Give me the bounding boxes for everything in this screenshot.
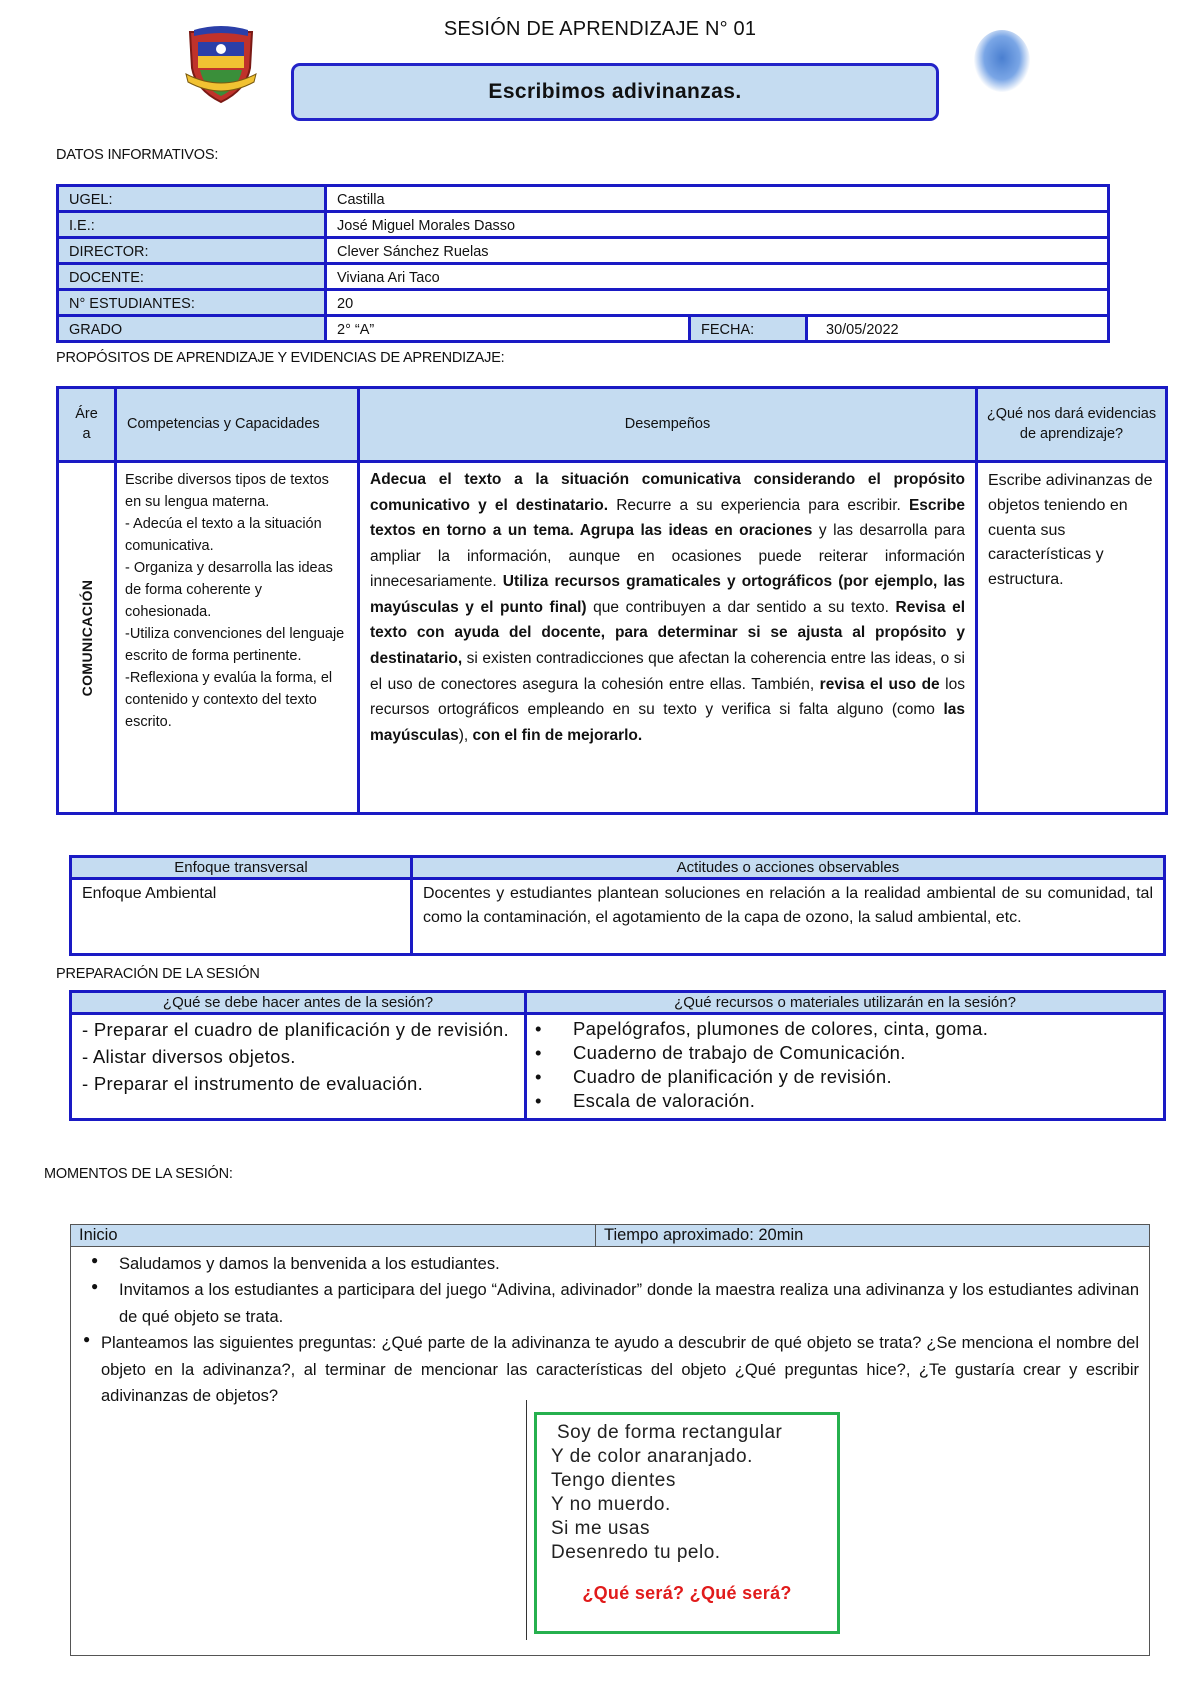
inicio-item: ● Invitamos a los estudiantes a participara del juego “Adivina, adivinador” donde la maestra realiza una adivinanza y los estudiantes adivinan de qué objeto se trata. bbox=[83, 1277, 1139, 1330]
antes-item: - Preparar el cuadro de planificación y de revisión. bbox=[82, 1019, 509, 1040]
label-director: DIRECTOR: bbox=[58, 238, 326, 264]
value-docente: Viviana Ari Taco bbox=[326, 264, 1109, 290]
label-fecha: FECHA: bbox=[690, 316, 807, 342]
datos-row-estudiantes bbox=[58, 290, 1109, 316]
inicio-item: ● Saludamos y damos la benvenida a los estudiantes. bbox=[83, 1251, 1139, 1277]
recurso-item: • Escala de valoración. bbox=[535, 1089, 1153, 1113]
antes-cell bbox=[71, 1014, 526, 1120]
datos-row-director bbox=[58, 238, 1109, 264]
capacidad-item: -Reflexiona y evalúa la forma, el contenido y contexto del texto escrito. bbox=[125, 670, 333, 731]
evidencia-cell: Escribe adivinanzas de objetos teniendo en cuenta sus características y estructura. bbox=[977, 462, 1167, 814]
propositos-header-row bbox=[58, 388, 1167, 462]
enfoque-name: Enfoque Ambiental bbox=[71, 879, 412, 955]
preparacion-label: PREPARACIÓN DE LA SESIÓN bbox=[56, 966, 260, 982]
capacidad-item: - Adecúa el texto a la situación comunicativa. bbox=[125, 516, 322, 555]
preparacion-table bbox=[69, 990, 1166, 1121]
preparacion-body-row bbox=[71, 1014, 1165, 1120]
preparacion-header-row bbox=[71, 992, 1165, 1014]
inicio-item: ● Planteamos las siguientes preguntas: ¿Qué parte de la adivinanza te ayudo a descubrir de qué objeto se trata? ¿Se menciona el nombre del objeto en la adivinanza?, al terminar de mencionar las características del objeto ¿Qué preguntas hice?, ¿Te gustaría crear y escribir adivinanzas de objetos? bbox=[83, 1330, 1139, 1409]
enfoque-table bbox=[69, 855, 1166, 956]
area-comunicacion: COMUNICACIÓN bbox=[58, 462, 116, 814]
header-area: Áre a bbox=[58, 388, 116, 462]
propositos-table bbox=[56, 386, 1168, 815]
propositos-body-row bbox=[58, 462, 1167, 814]
riddle-line: Tengo dientes bbox=[551, 1470, 676, 1491]
value-ugel: Castilla bbox=[326, 186, 1109, 212]
propositos-label: PROPÓSITOS DE APRENDIZAJE Y EVIDENCIAS DE APRENDIZAJE: bbox=[56, 350, 505, 366]
header-antes: ¿Qué se debe hacer antes de la sesión? bbox=[71, 992, 526, 1014]
datos-label: DATOS INFORMATIVOS: bbox=[56, 147, 219, 163]
recurso-item: • Papelógrafos, plumones de colores, cinta, goma. bbox=[535, 1017, 1153, 1041]
recurso-item: • Cuaderno de trabajo de Comunicación. bbox=[535, 1041, 1153, 1065]
recurso-item: • Cuadro de planificación y de revisión. bbox=[535, 1065, 1153, 1089]
riddle-line: Soy de forma rectangular bbox=[557, 1422, 783, 1443]
header-actitudes: Actitudes o acciones observables bbox=[412, 857, 1165, 879]
riddle-line: Si me usas bbox=[551, 1518, 650, 1539]
datos-row-ie bbox=[58, 212, 1109, 238]
label-docente: DOCENTE: bbox=[58, 264, 326, 290]
document-title: SESIÓN DE APRENDIZAJE N° 01 bbox=[443, 18, 757, 40]
riddle-line: Desenredo tu pelo. bbox=[551, 1542, 721, 1563]
enfoque-header-row bbox=[71, 857, 1165, 879]
value-grado: 2° “A” bbox=[326, 316, 690, 342]
tiempo-header: Tiempo aproximado: 20min bbox=[596, 1225, 1150, 1247]
capacidad-item: -Utiliza convenciones del lenguaje escrito de forma pertinente. bbox=[125, 626, 345, 665]
momentos-label: MOMENTOS DE LA SESIÓN: bbox=[44, 1166, 233, 1182]
capacidad-item: - Organiza y desarrolla las ideas de forma coherente y cohesionada. bbox=[125, 560, 333, 621]
value-director: Clever Sánchez Ruelas bbox=[326, 238, 1109, 264]
datos-row-docente bbox=[58, 264, 1109, 290]
riddle-line: Y de color anaranjado. bbox=[551, 1446, 753, 1467]
value-ie: José Miguel Morales Dasso bbox=[326, 212, 1109, 238]
header-competencias: Competencias y Capacidades bbox=[116, 388, 359, 462]
antes-item: - Alistar diversos objetos. bbox=[82, 1045, 296, 1067]
enfoque-text: Docentes y estudiantes plantean soluciones en relación a la realidad ambiental de su comunidad, tal como la contaminación, el agotamiento de la capa de ozono, la salud ambiental, etc. bbox=[412, 879, 1165, 955]
datos-row-grado bbox=[58, 316, 1109, 342]
riddle-box bbox=[534, 1412, 840, 1634]
header-recursos: ¿Qué recursos o materiales utilizarán en la sesión? bbox=[526, 992, 1165, 1014]
session-title: Escribimos adivinanzas. bbox=[488, 80, 742, 103]
inicio-header-row bbox=[71, 1225, 1150, 1247]
label-grado: GRADO bbox=[58, 316, 326, 342]
riddle-line: Y no muerdo. bbox=[551, 1494, 671, 1515]
header-evidencias: ¿Qué nos dará evidencias de aprendizaje? bbox=[977, 388, 1167, 462]
header-enfoque: Enfoque transversal bbox=[71, 857, 412, 879]
enfoque-body-row bbox=[71, 879, 1165, 955]
header-desempenos: Desempeños bbox=[359, 388, 977, 462]
divider-line bbox=[526, 1400, 527, 1640]
antes-item: - Preparar el instrumento de evaluación. bbox=[82, 1072, 424, 1094]
inicio-header: Inicio bbox=[71, 1225, 596, 1247]
datos-row-ugel bbox=[58, 186, 1109, 212]
label-ie: I.E.: bbox=[58, 212, 326, 238]
recursos-cell bbox=[526, 1014, 1165, 1120]
session-title-box bbox=[291, 63, 939, 121]
value-fecha: 30/05/2022 bbox=[807, 316, 1109, 342]
desempenos-cell: Adecua el texto a la situación comunicativa considerando el propósito comunicativo y el destinatario. Recurre a su experiencia para escribir. Escribe textos en torno a un tema. Agrupa las ideas en oraciones y las desarrolla para ampliar la información, aunque en ocasiones puede reiterar información innecesariamente. Utiliza recursos gramaticales y ortográficos (por ejemplo, las mayúsculas y el punto final) que contribuyen a dar sentido a su texto. Revisa el texto con ayuda del docente, para determinar si se ajusta al propósito y destinatario, si existen contradicciones que afectan la coherencia entre las ideas, o si el uso de conectores asegura la cohesión entre ellas. También, revisa el uso de los recursos ortográficos empleando en su texto y verifica si falta alguno (como las mayúsculas), con el fin de mejorarlo. bbox=[359, 462, 977, 814]
riddle-question: ¿Qué será? ¿Qué será? bbox=[582, 1583, 792, 1603]
label-ugel: UGEL: bbox=[58, 186, 326, 212]
competencia-title: Escribe diversos tipos de textos en su lengua materna. bbox=[125, 472, 329, 511]
value-estudiantes: 20 bbox=[326, 290, 1109, 316]
label-estudiantes: N° ESTUDIANTES: bbox=[58, 290, 326, 316]
datos-table bbox=[56, 184, 1110, 343]
inicio-bottom-rule bbox=[70, 1655, 1150, 1656]
competencias-cell bbox=[116, 462, 359, 814]
